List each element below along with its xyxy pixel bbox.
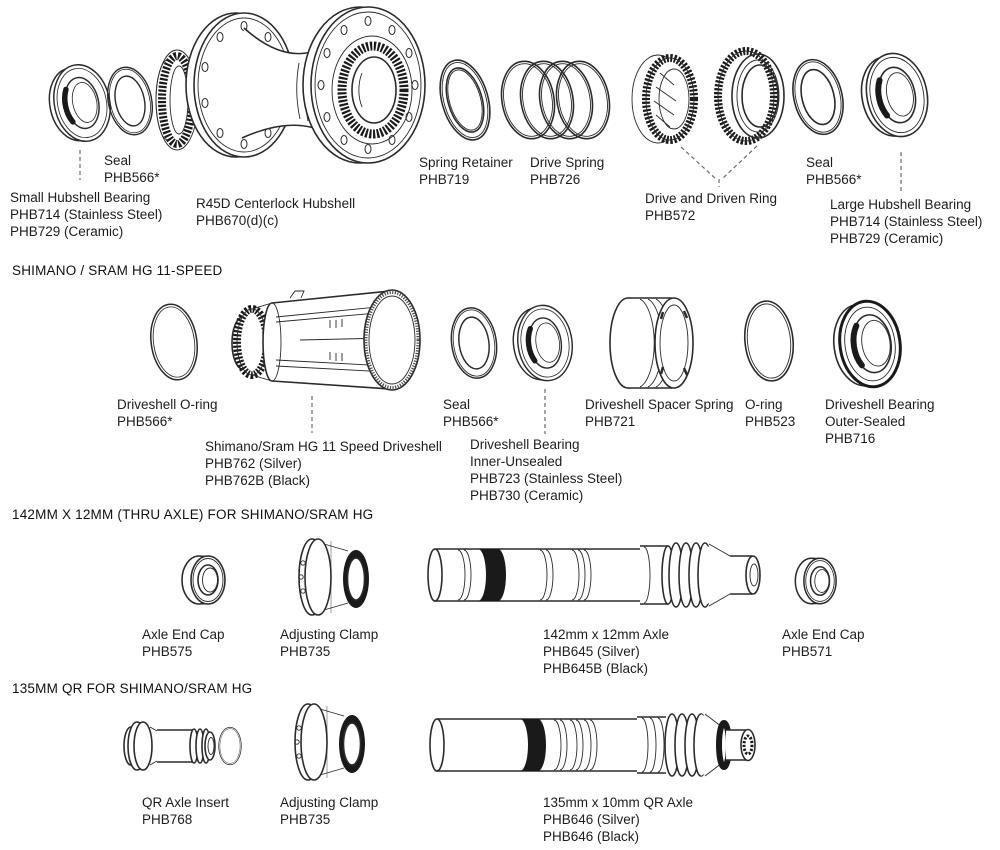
qr-insert-oring-drawing	[219, 727, 242, 765]
label-line: Axle End Cap	[782, 627, 865, 642]
label-line: PHB762B (Black)	[205, 473, 311, 488]
label-line: PHB729 (Ceramic)	[10, 224, 124, 239]
label-drive-spring	[530, 154, 604, 188]
label-line: PHB735	[280, 812, 331, 827]
seal-left-drawing	[102, 63, 158, 139]
label-line: PHB566*	[104, 170, 160, 185]
label-line: PHB730 (Ceramic)	[470, 488, 584, 503]
label-line: PHB670(d)(c)	[196, 213, 279, 228]
leader-drive-driven-ring	[681, 146, 757, 187]
label-line: PHB721	[585, 414, 636, 429]
label-line: Spring Retainer	[419, 155, 513, 170]
section-header-135mm-qr: 135MM QR FOR SHIMANO/SRAM HG	[12, 681, 253, 696]
oring-523-drawing	[741, 299, 797, 384]
driveshell-oring-drawing	[146, 301, 202, 383]
label-line: Adjusting Clamp	[280, 627, 379, 642]
driven-ring-drawing	[718, 51, 784, 141]
label-line: PHB735	[280, 644, 331, 659]
driveshell-bearing-inner-drawing	[509, 302, 577, 385]
label-line: PHB645 (Silver)	[543, 644, 640, 659]
label-driveshell-bearing-inner	[470, 436, 622, 504]
label-qr-axle-insert	[142, 794, 229, 828]
label-line: PHB572	[645, 208, 696, 223]
label-driveshell-oring	[117, 396, 218, 430]
label-line: 142mm x 12mm Axle	[543, 627, 670, 642]
label-line: PHB566*	[806, 172, 862, 187]
axle-end-cap-571-drawing	[795, 558, 836, 604]
label-line: PHB645B (Black)	[543, 661, 649, 676]
label-line: PHB575	[142, 644, 193, 659]
hubshell-drawing	[156, 7, 425, 163]
driveshell-spacer-spring-drawing	[610, 298, 693, 388]
label-line: Axle End Cap	[142, 627, 225, 642]
label-line: PHB762 (Silver)	[205, 456, 302, 471]
large-hubshell-bearing-drawing	[854, 48, 935, 144]
axle-142-drawing	[428, 543, 760, 607]
label-driveshell-bearing-outer	[825, 396, 935, 447]
label-seal-mid	[443, 396, 499, 430]
drive-spring-drawing	[496, 57, 616, 143]
label-line: Drive and Driven Ring	[645, 191, 778, 206]
label-line: Seal	[806, 155, 834, 170]
label-axle-end-cap-575	[142, 626, 225, 660]
label-spring-retainer	[419, 154, 513, 188]
drive-ring-drawing	[632, 55, 694, 143]
label-driveshell	[205, 438, 442, 489]
label-hubshell	[196, 195, 355, 229]
label-line: PHB646 (Silver)	[543, 812, 640, 827]
label-line: PHB571	[782, 644, 833, 659]
label-line: Driveshell Spacer Spring	[585, 397, 734, 412]
label-line: Shimano/Sram HG 11 Speed Driveshell	[205, 439, 442, 454]
label-line: Adjusting Clamp	[280, 795, 379, 810]
driveshell-bearing-outer-drawing	[828, 297, 905, 391]
label-axle-end-cap-571	[782, 626, 865, 660]
label-line: QR Axle Insert	[142, 795, 230, 810]
label-line: PHB523	[745, 414, 796, 429]
label-line: Outer-Sealed	[825, 414, 906, 429]
label-line: Driveshell O-ring	[117, 397, 218, 412]
section-header-142mm-thru-axle: 142MM X 12MM (THRU AXLE) FOR SHIMANO/SRAM HG	[12, 507, 374, 522]
label-line: PHB714 (Stainless Steel)	[10, 207, 163, 222]
label-axle-135	[543, 794, 693, 845]
label-line: Driveshell Bearing	[470, 437, 580, 452]
label-line: Driveshell Bearing	[825, 397, 935, 412]
label-driveshell-spacer-spring	[585, 396, 734, 430]
label-small-hubshell-bearing	[10, 189, 162, 240]
label-line: Drive Spring	[530, 155, 605, 170]
qr-axle-insert-drawing	[124, 722, 215, 770]
label-line: R45D Centerlock Hubshell	[196, 196, 356, 211]
label-line: PHB646 (Black)	[543, 829, 640, 844]
label-axle-142	[543, 626, 669, 677]
axle-135-drawing	[430, 714, 755, 776]
label-line: Inner-Unsealed	[470, 454, 563, 469]
label-large-hubshell-bearing	[830, 196, 982, 247]
label-line: PHB768	[142, 812, 193, 827]
label-line: PHB716	[825, 431, 876, 446]
label-line: PHB726	[530, 172, 581, 187]
label-drive-and-driven-ring	[645, 190, 777, 224]
seal-mid-drawing	[447, 305, 501, 381]
axle-end-cap-575-drawing	[182, 556, 225, 604]
label-seal-left	[104, 152, 160, 186]
small-hubshell-bearing-drawing	[42, 59, 117, 147]
label-line: PHB566*	[117, 414, 173, 429]
adjusting-clamp-135-drawing	[295, 704, 365, 780]
driveshell-drawing	[232, 290, 420, 390]
label-adjusting-clamp-135	[280, 794, 378, 828]
label-adjusting-clamp-142	[280, 626, 378, 660]
label-line: PHB714 (Stainless Steel)	[830, 214, 983, 229]
label-seal-right	[806, 154, 862, 188]
label-line: O-ring	[745, 397, 783, 412]
spring-retainer-drawing	[432, 54, 499, 146]
label-oring-523	[745, 396, 795, 430]
label-line: PHB723 (Stainless Steel)	[470, 471, 623, 486]
label-line: PHB719	[419, 172, 470, 187]
label-line: Large Hubshell Bearing	[830, 197, 972, 212]
section-header-shimano-11-speed: SHIMANO / SRAM HG 11-SPEED	[12, 263, 223, 278]
label-line: Small Hubshell Bearing	[10, 190, 151, 205]
adjusting-clamp-142-drawing	[299, 539, 369, 615]
label-line: PHB566*	[443, 414, 499, 429]
label-line: PHB729 (Ceramic)	[830, 231, 944, 246]
seal-right-drawing	[786, 54, 851, 139]
label-line: Seal	[104, 153, 132, 168]
label-line: 135mm x 10mm QR Axle	[543, 795, 694, 810]
label-line: Seal	[443, 397, 471, 412]
